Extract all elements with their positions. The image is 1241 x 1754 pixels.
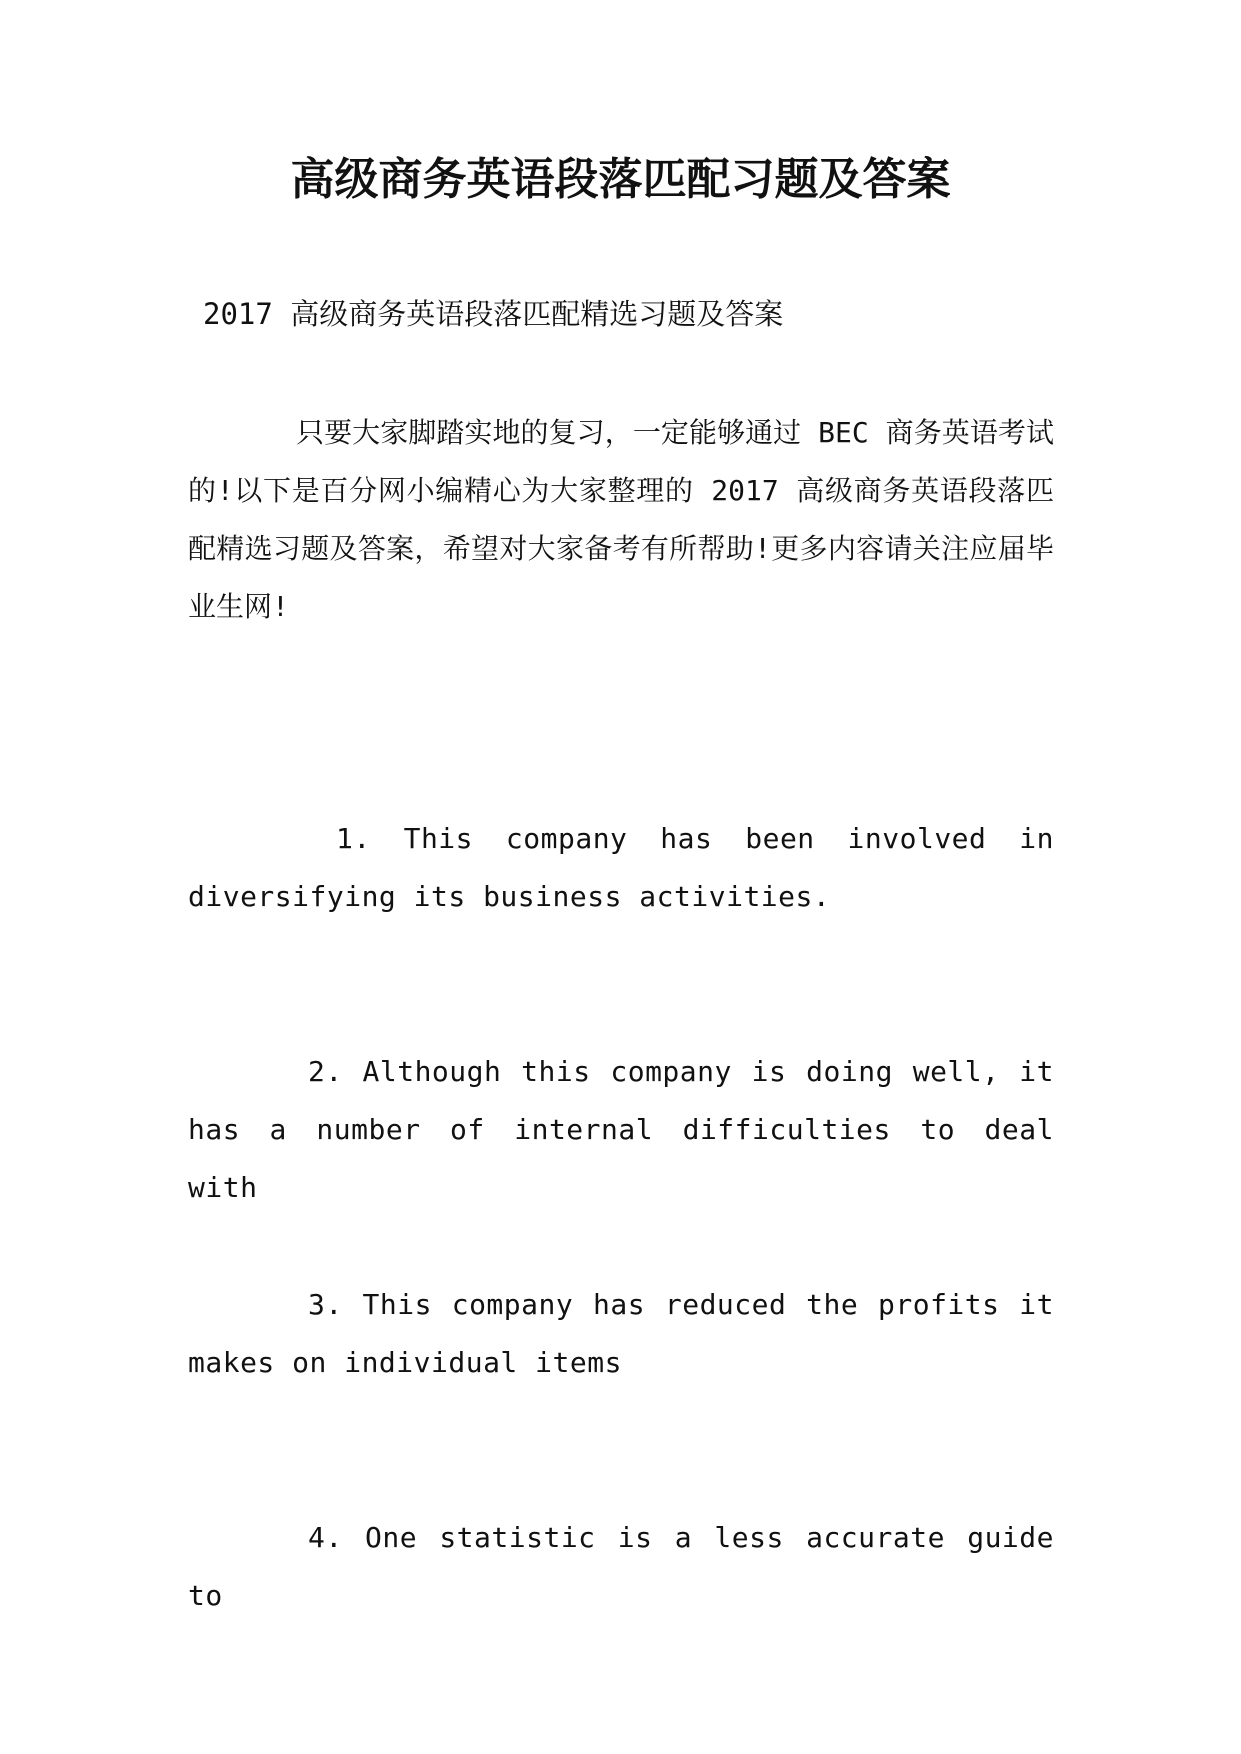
question-item-1: 1. This company has been involved in diversifying its business activities. [188, 822, 1054, 913]
question-item-4: 4. One statistic is a less accurate guide to [188, 1521, 1054, 1612]
document-title: 高级商务英语段落匹配习题及答案 [290, 154, 951, 205]
intro-paragraph: 只要大家脚踏实地的复习，一定能够通过 BEC 商务英语考试的!以下是百分网小编精心为大家整理的 2017 高级商务英语段落匹配精选习题及答案，希望对大家备考有所帮助!更多内容请关注应届毕业生网! [188, 416, 1054, 623]
document-subtitle: 2017 高级商务英语段落匹配精选习题及答案 [203, 297, 784, 331]
question-item-2: 2. Although this company is doing well, it has a number of internal difficulties to deal with [188, 1055, 1054, 1204]
question-item-3: 3. This company has reduced the profits it makes on individual items [188, 1288, 1054, 1379]
